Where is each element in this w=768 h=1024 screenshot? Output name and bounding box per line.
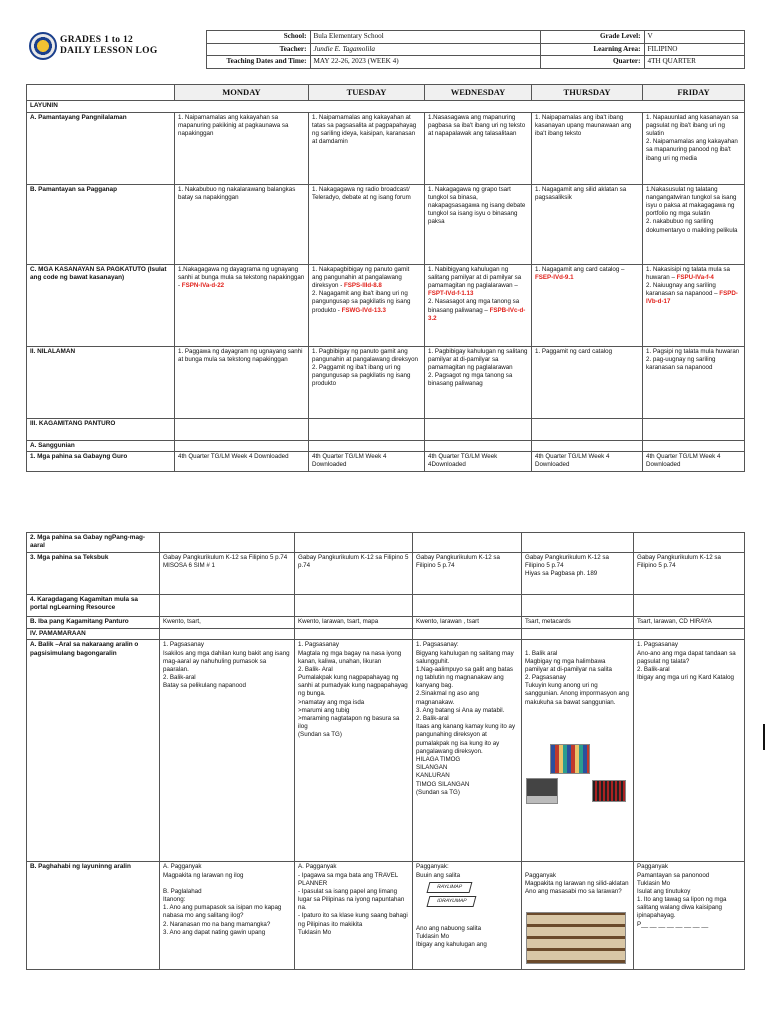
teacher-label: Teacher: bbox=[206, 43, 310, 56]
school-label: School: bbox=[206, 31, 310, 44]
code2-fri: FSPD-IVb-d-17 bbox=[646, 290, 738, 306]
cell-iba-tue: Kwento, larawan, tsart, mapa bbox=[295, 616, 413, 628]
cell-guro-tue: 4th Quarter TG/LM Week 4 Downloaded bbox=[309, 452, 425, 472]
row-label-teksbuk: 3. Mga pahina sa Teksbuk bbox=[27, 552, 160, 594]
cell-pag-tue: A. Pagganyak - Ipagawa sa mga bata ang TRAVEL PLANNER - Ipasulat sa isang papel ang limang lugar sa Pilipinas na iyong napuntahan na. - Ipaturo ito sa klase kung saang bahagi ng Pilipinas ito makikita Tuklasin Mo bbox=[295, 862, 413, 970]
lesson-table-2 bbox=[26, 532, 745, 970]
cell-balik-mon: 1. Pagsasanay Isakilos ang mga dahilan kung bakit ang isang mag-aaral ay nahuhuling pumasok sa paaralan. 2. Balik-aral Batay sa pelikulang napanood bbox=[160, 640, 295, 862]
cell-balik-tue: 1. Pagsasanay Magtala ng mga bagay na nasa iyong kanan, kaliwa, unahan, likuran 2. Balik- Aral Pumalakpak kung nagpapahayag ng sanhi at pumadyak kung nagpapahayag ng bunga. >namatay ang mga isda >marumi ang tubig >maraming nagtatapon ng basura sa ilog (Sundan sa TG) bbox=[295, 640, 413, 862]
cell-pag-thu: Pagganyak Magpakita ng larawan ng silid-aklatan Ano ang masasabi mo sa larawan? bbox=[522, 862, 634, 970]
cell-nil-fri: 1. Pagsipi ng talata mula huwaran 2. pag-uugnay ng sariling karanasan sa napanood bbox=[643, 346, 745, 418]
row-label-kagamitang: III. KAGAMITANG PANTURO bbox=[27, 418, 175, 440]
code2-wed: FSPB-IVc-d-3.2 bbox=[428, 306, 526, 322]
page-edge-mark bbox=[763, 724, 765, 750]
laptop-image bbox=[526, 778, 558, 804]
cell-teks-fri: Gabay Pangkurikulum K-12 sa Filipino 5 p.74 bbox=[634, 552, 745, 594]
cell-a-thu: 1. Naipapamalas ang iba't ibang kasanayan upang maunawaan ang iba't ibang teksto bbox=[532, 112, 643, 184]
cell-a-fri: 1. Napauunlad ang kasanayan sa pagsulat ng iba't ibang uri ng sulatin 2. Naipamamalas ang kakayahan sa mapanuring panood ng iba't ibang uri ng media bbox=[643, 112, 745, 184]
row-label-pamantayan-pagganap: B. Pamantayan sa Pagganap bbox=[27, 184, 175, 264]
cell-guro-thu: 4th Quarter TG/LM Week 4 Downloaded bbox=[532, 452, 643, 472]
logo-text: GRADES 1 to 12 DAILY LESSON LOG bbox=[60, 34, 158, 56]
dates-label: Teaching Dates and Time: bbox=[206, 56, 310, 69]
lesson-log-part1 bbox=[26, 84, 744, 472]
row-label-iba-pang: B. Iba pang Kagamitang Panturo bbox=[27, 616, 160, 628]
teacher-value: Jundie E. Tagamolila bbox=[310, 43, 540, 56]
cell-iba-wed: Kwento, larawan , tsart bbox=[413, 616, 522, 628]
area-value: FILIPINO bbox=[644, 43, 744, 56]
quarter-value: 4TH QUARTER bbox=[644, 56, 744, 69]
cell-teks-mon: Gabay Pangkurikulum K-12 sa Filipino 5 p.74 MISOSA 6 SIM # 1 bbox=[160, 552, 295, 594]
deped-seal-icon bbox=[29, 32, 57, 60]
row-label-kasanayan: C. MGA KASANAYAN SA PAGKATUTO (Isulat ang code ng bawat kasanayan) bbox=[27, 264, 175, 346]
school-value: Bula Elementary School bbox=[310, 31, 540, 44]
cell-a-tue: 1. Naipamamalas ang kakayahan at tatas sa pagsasalita at pagpapahayag ng sariling ideya, kaisipan, karanasan at damdamin bbox=[309, 112, 425, 184]
cell-iba-fri: Tsart, larawan, CD HIRAYA bbox=[634, 616, 745, 628]
day-monday: MONDAY bbox=[175, 85, 309, 101]
header-table bbox=[26, 30, 745, 69]
cell-guro-mon: 4th Quarter TG/LM Week 4 Downloaded bbox=[175, 452, 309, 472]
row-label-sanggunian: A. Sanggunian bbox=[27, 440, 175, 451]
library-image bbox=[526, 912, 626, 964]
cell-b-wed: 1. Nakagagawa ng grapo tsart tungkol sa binasa, nakapagsasagawa ng isang debate tungkol sa isang isyu o binasang paksa bbox=[425, 184, 532, 264]
cell-b-fri: 1.Nakasusulat ng talatang nangangatwiran tungkol sa isang isyu o paksa at makagagawa ng portfolio ng mga sulatin 2. nakabubuo ng sariling dokumentaryo o maikling pelikula bbox=[643, 184, 745, 264]
cell-nil-wed: 1. Pagbibigay kahulugan ng salitang pamilyar at di-pamilyar sa pamamagitan ng paglalarawan 2. Pagsagot ng mga tanong sa binasang paliwanag bbox=[425, 346, 532, 418]
cell-c-thu: 1. Nagagamit ang card catalog – FSEP-IVd-9.1 bbox=[532, 264, 643, 346]
day-tuesday: TUESDAY bbox=[309, 85, 425, 101]
code-mon: FSPN-IVa-d-22 bbox=[181, 282, 225, 290]
cell-iba-thu: Tsart, metacards bbox=[522, 616, 634, 628]
cell-b-thu: 1. Nagagamit ang silid aklatan sa pagsasaliksik bbox=[532, 184, 643, 264]
row-label-nilalaman: II. NILALAMAN bbox=[27, 346, 175, 418]
cell-nil-mon: 1. Paggawa ng dayagram ng ugnayang sanhi at bunga mula sa tekstong napakinggan bbox=[175, 346, 309, 418]
cell-balik-wed: 1. Pagsasanay: Bigyang kahulugan ng salitang may salungguhit. 1.Nag-aalimpuyo sa galit ang batas ng tablutin ng magnanakaw ang kanyang bag. 2.Sinakmal ng aso ang magnanakaw. 3. Ang batang si Ana ay matabil. 2. Balik-aral Itaas ang kanang kamay kung ito ay pangunahing direksyon at pumalakpak ng isa kung ito ay pangalawang direksyon. HILAGA TIMOG SILANGAN KANLURAN TIMOG SILANGAN (Sundan sa TG) bbox=[413, 640, 522, 862]
lesson-table-1 bbox=[26, 84, 745, 472]
books-image bbox=[550, 744, 590, 774]
cell-a-wed: 1.Nasasagawa ang mapanuring pagbasa sa iba't ibang uri ng teksto at napapalawak ang talasalitaan bbox=[425, 112, 532, 184]
day-wednesday: WEDNESDAY bbox=[425, 85, 532, 101]
header-section bbox=[26, 30, 744, 69]
dictionary-image bbox=[592, 780, 626, 802]
cell-teks-tue: Gabay Pangkurikulum K-12 sa Filipino 5 p.74 bbox=[295, 552, 413, 594]
cell-teks-thu: Gabay Pangkurikulum K-12 sa Filipino 5 p.74 Hiyas sa Pagbasa ph. 189 bbox=[522, 552, 634, 594]
code2-tue: FSWG-IVd-13.3 bbox=[341, 306, 386, 314]
cell-pag-mon: A. Pagganyak Magpakita ng larawan ng ilog B. Paglalahad Itanong: 1. Ano ang pumapasok sa isipan mo kapag nabasa mo ang salitang ilog? 2. Naranasan mo na bang mamangka? 3. Ano ang dapat nating gawin upang bbox=[160, 862, 295, 970]
cell-guro-wed: 4th Quarter TG/LM Week 4Downloaded bbox=[425, 452, 532, 472]
cell-balik-fri: 1. Pagsasanay Ano-ano ang mga dapat tandaan sa pagsulat ng talata? 2. Balik-aral Ibigay ang mga uri ng Kard Katalog bbox=[634, 640, 745, 862]
area-label: Learning Area: bbox=[540, 43, 644, 56]
day-friday: FRIDAY bbox=[643, 85, 745, 101]
cell-nil-tue: 1. Pagbibigay ng panuto gamit ang pangunahin at pangalawang direksyon 2. Paggamit ng iba't ibang uri ng pangungusap sa pagkilatis ng isang produkto bbox=[309, 346, 425, 418]
section-layunin: LAYUNIN bbox=[27, 101, 745, 112]
cell-nil-thu: 1. Paggamit ng card catalog bbox=[532, 346, 643, 418]
row-label-balik-aral: A. Balik –Aral sa nakaraang aralin o pagsisimulang bagongaralin bbox=[27, 640, 160, 862]
cell-pag-wed: Pagganyak: Buuin ang salita RAYLIMAP IDRAYUMAP Ano ang nabuong salita Tuklasin Mo Ibigay ang kahulugan ang bbox=[413, 862, 522, 970]
cell-b-tue: 1. Nakagagawa ng radio broadcast/ Teleradyo, debate at ng isang forum bbox=[309, 184, 425, 264]
cell-c-mon: 1.Nakagagawa ng dayagrama ng ugnayang sanhi at bunga mula sa tekstong napakinggan - FSPN-IVa-d-22 bbox=[175, 264, 309, 346]
row-label-karagdagang: 4. Karagdagang Kagamitan mula sa portal ngLearning Resource bbox=[27, 594, 160, 616]
code-wed: FSPT-IVd-f-1.13 bbox=[428, 290, 474, 298]
code-thu: FSEP-IVd-9.1 bbox=[535, 273, 574, 281]
cell-iba-mon: Kwento, tsart, bbox=[160, 616, 295, 628]
code-tue: FSPS-IIId-8.8 bbox=[344, 282, 382, 290]
row-label-paghahabi: B. Paghahabi ng layuninng aralin bbox=[27, 862, 160, 970]
lesson-log-part2 bbox=[26, 532, 744, 970]
logo-cell bbox=[26, 31, 206, 69]
cell-teks-wed: Gabay Pangkurikulum K-12 sa Filipino 5 p.74 bbox=[413, 552, 522, 594]
cell-c-fri: 1. Nakasisipi ng talata mula sa huwaran – FSPU-IVa-f-4 2. Naiuugnay ang sariling karanasan sa napanood – FSPD-IVb-d-17 bbox=[643, 264, 745, 346]
grade-value: V bbox=[644, 31, 744, 44]
quarter-label: Quarter: bbox=[540, 56, 644, 69]
row-label-pamamaraan: IV. PAMAMARAAN bbox=[27, 628, 160, 639]
cell-b-mon: 1. Nakabubuo ng nakalarawang balangkas batay sa napakinggan bbox=[175, 184, 309, 264]
day-thursday: THURSDAY bbox=[532, 85, 643, 101]
cell-c-wed: 1. Nabibigyang kahulugan ng salitang pamilyar at di pamilyar sa pamamagitan ng paglalarawan – FSPT-IVd-f-1.13 2. Nasasagot ang mga tanong sa binasang paliwanag – FSPB-IVc-d-3.2 bbox=[425, 264, 532, 346]
cell-pag-fri: Pagganyak Pamantayan sa panonood Tuklasin Mo Isulat ang tinutukoy 1. Ito ang tawag sa lipon ng mga salitang walang diwa kaisipang ipinapahayag. P__ __ __ __ __ __ __ __ bbox=[634, 862, 745, 970]
word-box-2: IDRAYUMAP bbox=[427, 896, 477, 907]
row-label-pahina-mag-aaral: 2. Mga pahina sa Gabay ngPang-mag-aaral bbox=[27, 533, 160, 553]
word-box-1: RAYLIMAP bbox=[427, 882, 473, 893]
cell-c-tue: 1. Nakapagbibigay ng panuto gamit ang pangunahin at pangalawang direksyon - FSPS-IIId-8.8 2. Nagagamit ang iba't ibang uri ng pangungusap sa pagkilatis ng isang produkto - FSWG-IVd-13.3 bbox=[309, 264, 425, 346]
cell-guro-fri: 4th Quarter TG/LM Week 4 Downloaded bbox=[643, 452, 745, 472]
cell-a-mon: 1. Naipamamalas ang kakayahan sa mapanuring pakikinig at pagkaunawa sa napakinggan bbox=[175, 112, 309, 184]
grade-label: Grade Level: bbox=[540, 31, 644, 44]
cell-balik-thu: 1. Balik aral Magbigay ng mga halimbawa pamilyar at di-pamilyar na salita 2. Pagsasanay Tukuyin kung anong uri ng sanggunian. Anong impormasyon ang makukuha sa bawat sanggunian. bbox=[522, 640, 634, 862]
dates-value: MAY 22-26, 2023 (WEEK 4) bbox=[310, 56, 540, 69]
row-label-pamantayang-pangnilalaman: A. Pamantayang Pangnilalaman bbox=[27, 112, 175, 184]
row-label-pahina-guro: 1. Mga pahina sa Gabayng Guro bbox=[27, 452, 175, 472]
code-fri: FSPU-IVa-f-4 bbox=[676, 273, 714, 281]
